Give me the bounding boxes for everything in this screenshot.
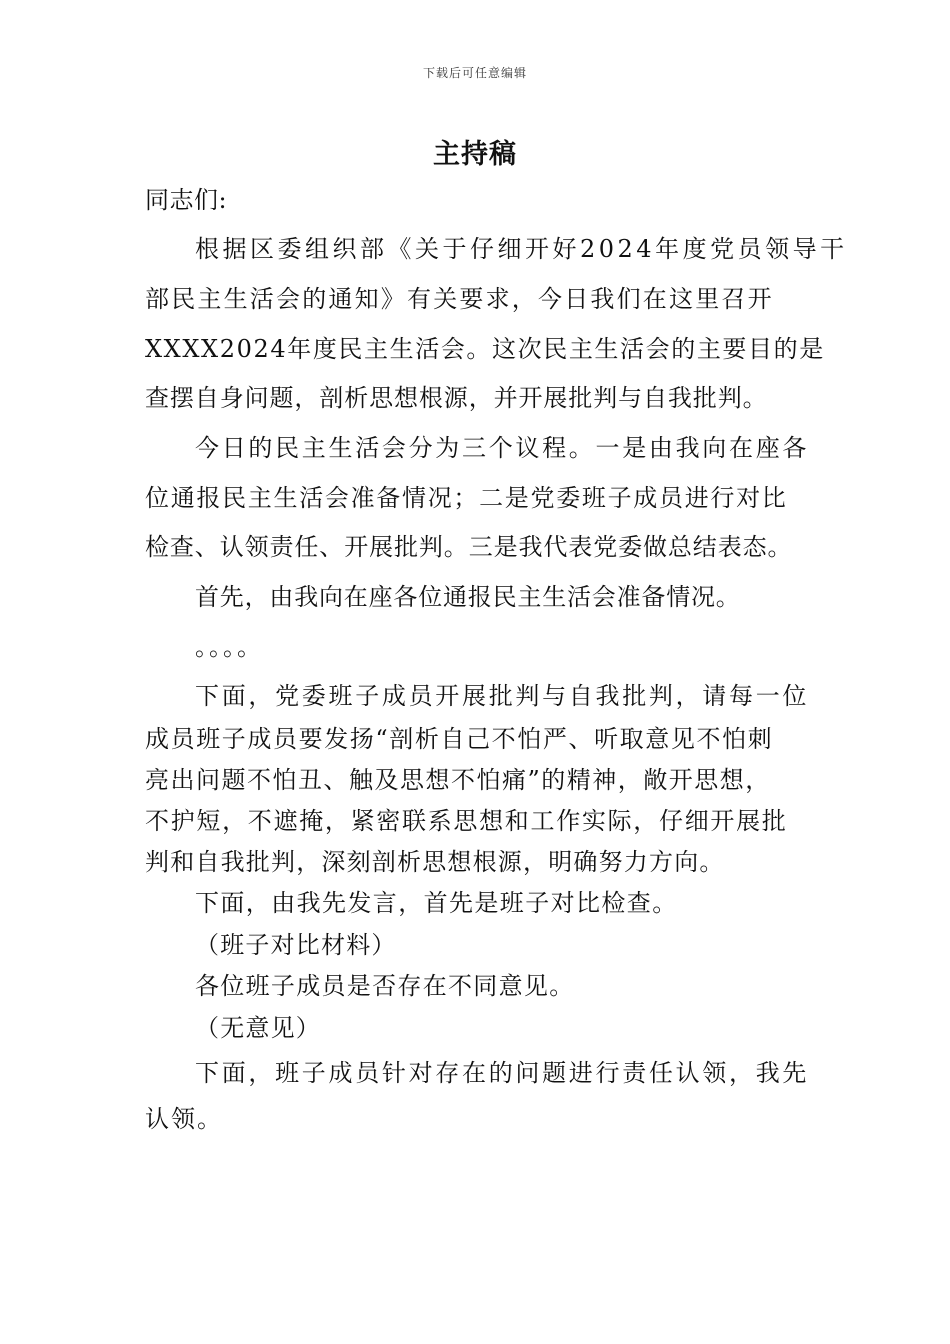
paragraph-line: 查摆自身问题，剖析思想根源，并开展批判与自我批判。 xyxy=(145,384,768,412)
paragraph-line: 根据区委组织部《关于仔细开好2024年度党员领导干 xyxy=(195,235,848,263)
bracket-note: （班子对比材料） xyxy=(195,931,397,959)
paragraph-line: 位通报民主生活会准备情况；二是党委班子成员进行对比 xyxy=(145,484,788,512)
ellipsis-line: 。。。。 xyxy=(195,633,263,661)
paragraph-line: 判和自我批判，深刻剖析思想根源，明确努力方向。 xyxy=(145,848,725,876)
paragraph-line: 不护短，不遮掩，紧密联系思想和工作实际，仔细开展批 xyxy=(145,807,788,835)
paragraph-line: 今日的民主生活会分为三个议程。一是由我向在座各 xyxy=(195,434,810,462)
paragraph-line: 各位班子成员是否存在不同意见。 xyxy=(195,972,575,1000)
paragraph-line: 下面，班子成员针对存在的问题进行责任认领，我先 xyxy=(195,1059,810,1087)
bracket-note: （无意见） xyxy=(195,1014,321,1042)
paragraph-line: 部民主生活会的通知》有关要求，今日我们在这里召开 xyxy=(145,285,774,313)
paragraph-line: XXXX2024年度民主生活会。这次民主生活会的主要目的是 xyxy=(145,335,825,363)
paragraph-line: 检查、认领责任、开展批判。三是我代表党委做总结表态。 xyxy=(145,533,793,561)
paragraph-line: 亮出问题不怕丑、触及思想不怕痛”的精神，敞开思想， xyxy=(145,766,771,794)
paragraph-line: 下面，党委班子成员开展批判与自我批判，请每一位 xyxy=(195,682,810,710)
header-note: 下载后可任意编辑 xyxy=(422,66,527,80)
document-title: 主持稿 xyxy=(433,139,517,170)
paragraph-line: 下面，由我先发言，首先是班子对比检查。 xyxy=(195,889,678,917)
paragraph-line: 首先，由我向在座各位通报民主生活会准备情况。 xyxy=(195,583,741,611)
paragraph-line: 成员班子成员要发扬“剖析自己不怕严、听取意见不怕刺 xyxy=(145,725,774,753)
salutation: 同志们: xyxy=(145,186,228,214)
paragraph-line: 认领。 xyxy=(145,1105,223,1133)
